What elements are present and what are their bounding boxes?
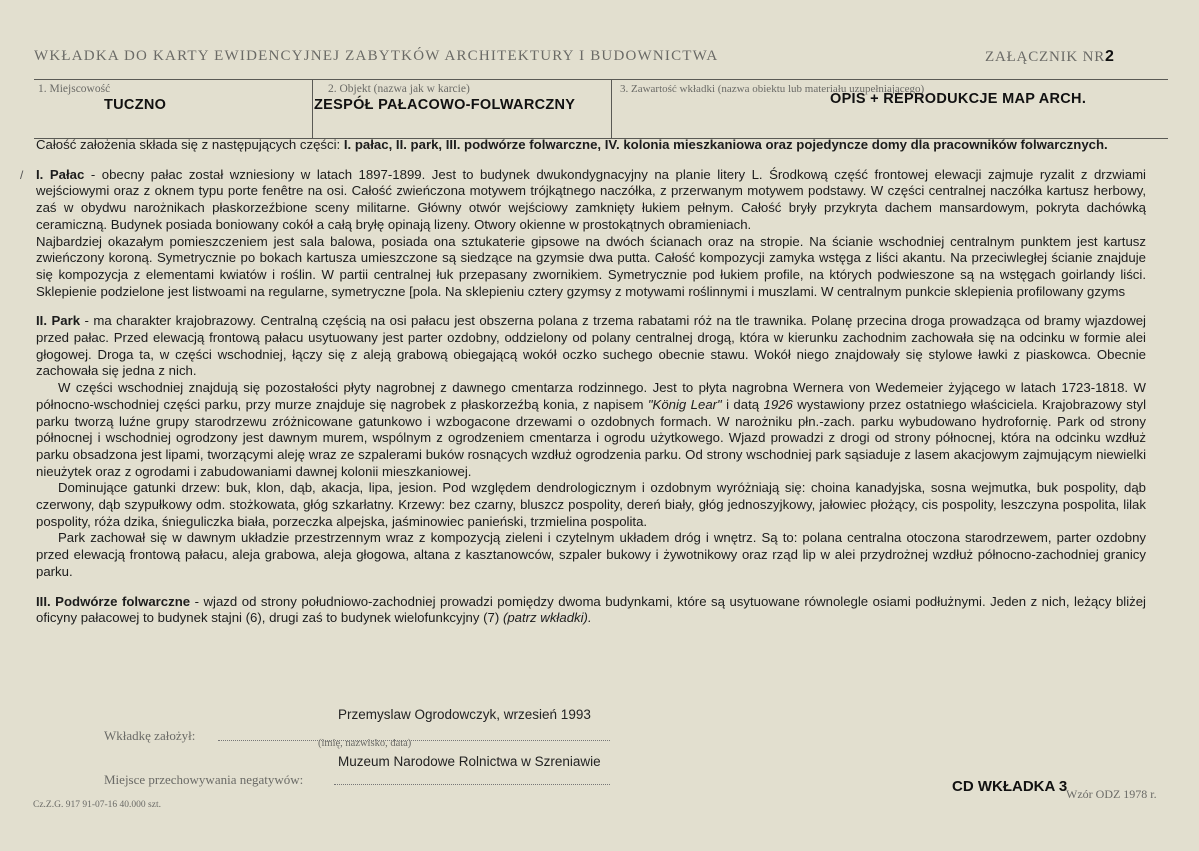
intro-text: Całość założenia składa się z następujących części:	[36, 137, 344, 152]
cemetery-text-b: i datą	[721, 396, 764, 412]
document-body	[36, 137, 1146, 627]
margin-mark: /	[20, 168, 24, 182]
author-signature: Przemyslaw Ogrodowczyk, wrzesień 1993	[338, 707, 591, 722]
created-by-line	[218, 740, 610, 741]
park-text: - ma charakter krajobrazowy. Centralną częścią na osi pałacu jest obszerna polana z trzema rabatami róż na tle trawnika. Polanę przecina droga prowadząca od bramy wjazdowej przed pałac. Przed elewacją frontową pałacu usytuowany jest parter ozdobny, oddzielony od polany centralnej drogą, która w kierunku zachodnim zachowała się na odcinku w formie alei głogowej. Droga ta, w części wschodniej, łączy się z aleją grabową obiegającą wokół oczko suchego obecnie stawu. Wokół niego znajdowały się stylowe ławki z piaskowca. Obecnie zachowała się jedna z nich.	[36, 313, 1146, 379]
annex-number: 2	[1105, 48, 1115, 65]
layout-paragraph: Park zachował się w dawnym układzie przestrzennym wraz z kompozycją zieleni i czytelnym układem dróg i wnętrz. Są to: polana centralna otoczona starodrzewem, parter ozdobny przed elewacją frontową pałacu, aleja grabowa, aleja głogowa, altana z kasztanowców, szpaler bukowy i żywotnikowy oraz rząd lip w alei przydrożnej wzdłuż północno-zachodniej granicy parku.	[36, 530, 1146, 579]
ballroom-paragraph: Najbardziej okazałym pomieszczeniem jest sala balowa, posiada ona sztukaterie gipsowe na dwóch ścianach oraz na stropie. Na ścianie wschodniej centralnym punktem jest kartusz zwieńczony koroną. Symetrycznie po bokach kartusza umieszczone są siedzące na gzymsie dwa putta. Całość kompozycji zamyka wstęga z liści akantu. Na przeciwległej ścianie znajduje się kompozycja z elementami kwiatów i roślin. W partii centralnej łuk przepasany zwornikiem. Symetrycznie pod łukiem profile, na których podwieszone są na wstęgach goirlandy liści. Sklepienie podzielone jest listwoami na regularne, symetryczne [pola. Na sklepieniu cztery gzymsy z motywami roślinnymi i muszlami. W centralnym punkcie sklepienia profilowany gzyms	[36, 233, 1146, 299]
field-2-value: ZESPÓŁ PAŁACOWO-FOLWARCZNY	[314, 97, 576, 113]
field-1-label: 1. Miejscowość	[38, 83, 111, 95]
species-paragraph: Dominujące gatunki drzew: buk, klon, dąb, akacja, lipa, jesion. Pod względem dendrologicznym i ozdobnym wyróżniają się: choina kanadyjska, sosna wejmutka, buk pospolity, dąb czerwony, dąb szypułkowy odm. stożkowata, głóg szkarłatny. Krzewy: bez czarny, bluszcz pospolity, dereń biały, głóg jednoszyjkowy, jałowiec płożący, cis pospolity, leszczyna pospolita, lilak pospolity, róża dzika, śnieguliczka biała, porzeczka alpejska, jaśminowiec panieński, trzmielina pospolita.	[36, 480, 1146, 529]
table-divider-1	[312, 79, 313, 138]
table-top-border	[34, 79, 1168, 80]
palace-heading: I. Pałac	[36, 166, 85, 182]
farmyard-paragraph	[36, 594, 1146, 627]
farmyard-text: - wjazd od strony południowo-zachodniej prowadzi pomiędzy dwoma budynkami, które są usytuowane równolegle osiami podłużnymi. Jeden z nich, leżący bliżej oficyny pałacowej to budynek stajni (6), drugi zaś to budynek wielofunkcyjny (7)	[36, 593, 1146, 626]
intro-paragraph	[36, 137, 1146, 154]
form-template-label: Wzór ODZ 1978 r.	[1066, 787, 1157, 801]
cemetery-text-a: W części wschodniej znajdują się pozostałości płyty nagrobnej z dawnego cmentarza rodzinnego. Jest to płyta nagrobna Wernera von Wedemeier żyjącego w latach 1723-1818. W północno-wschodniej części parku, przy murze znajduje się nagrobek z płaskorzeźbą konia, z napisem	[36, 380, 1146, 412]
form-title: WKŁADKA DO KARTY EWIDENCYJNEJ ZABYTKÓW ARCHITEKTURY I BUDOWNICTWA	[34, 48, 719, 64]
created-by-label: Wkładkę założył:	[104, 728, 196, 743]
field-1-value: TUCZNO	[104, 97, 167, 113]
annex-label-text: ZAŁĄCZNIK NR	[985, 49, 1106, 65]
annex-label	[985, 48, 1115, 66]
field-3-value: OPIS + REPRODUKCJE MAP ARCH.	[830, 91, 1087, 107]
table-divider-2	[611, 79, 612, 138]
park-paragraph	[36, 313, 1146, 380]
field-2-label: 2. Objekt (nazwa jak w karcie)	[328, 83, 470, 95]
farmyard-reference: (patrz wkładki).	[502, 610, 592, 626]
cemetery-date: 1926	[763, 396, 793, 412]
palace-text: - obecny pałac został wzniesiony w latach 1897-1899. Jest to budynek dwukondygnacyjny na planie litery L. Środkową część frontowej elewacji zajmuje ryzalit z drzwiami wejściowymi oraz z oknem typu porte fenêtre na osi. Całość zwieńczona motywem trójkątnego naczółka, z przerwanym motywem podstawy. W części centralnej naczółka kartusz herbowy, zaś w obydwu narożnikach płaskorzeźbione sceny militarne. Główny otwór wejściowy zamknięty łukiem pełnym. Całość bryły przykryta dachem mansardowym, pokryta dachówką ceramiczną. Budynek posiada boniowany cokół a całą bryłę opinają lizeny. Otwory okienne w prostokątnych obramieniach.	[36, 166, 1146, 232]
cemetery-paragraph	[36, 380, 1146, 480]
created-by-note: (imię, nazwisko, data)	[318, 738, 412, 749]
palace-paragraph	[36, 167, 1146, 234]
cemetery-inscription: "König Lear"	[647, 396, 722, 412]
cd-insert-label: CD WKŁADKA 3	[952, 778, 1068, 795]
negatives-line	[334, 784, 610, 785]
cemetery-text-c: wystawiony przez ostatniego właściciela. Krajobrazowy styl parku tworzą luźne grupy starodrzewu zróżnicowane gatunkowo i wzbogacone drzewami o ozdobnych formach. W narożniku płn.-zach. parku wybudowano hydrofornię. Park od strony północnej i wschodniej ogrodzony jest dawnym murem, wspólnym z ogrodzeniem cmentarza i ogrodu użytkowego. Wjazd prowadzi z drogi od strony północnej, która na odcinku wzdłuż parku obsadzona jest lipami, tworzącymi aleję wraz ze szpalerami buków rosnących wzdłuż ogrodzenia parku. Od strony wschodniej park sąsiaduje z lasem akacjowym zajmującym niewielki nieużytek oraz z ogrodami i zabudowaniami dawnej kolonii mieszkaniowej.	[36, 396, 1147, 479]
intro-parts: I. pałac, II. park, III. podwórze folwarczne, IV. kolonia mieszkaniowa oraz pojedyncze domy dla pracowników folwarcznych.	[343, 137, 1108, 152]
farmyard-heading: III. Podwórze folwarczne	[36, 593, 191, 609]
print-info: Cz.Z.G. 917 91-07-16 40.000 szt.	[33, 800, 161, 810]
field-3-label: 3. Zawartość wkładki (nazwa obiektu lub materiału uzupełniającego)	[620, 83, 925, 95]
park-heading: II. Park	[36, 313, 81, 329]
negatives-label: Miejsce przechowywania negatywów:	[104, 772, 304, 787]
museum-name: Muzeum Narodowe Rolnictwa w Szreniawie	[338, 754, 601, 769]
